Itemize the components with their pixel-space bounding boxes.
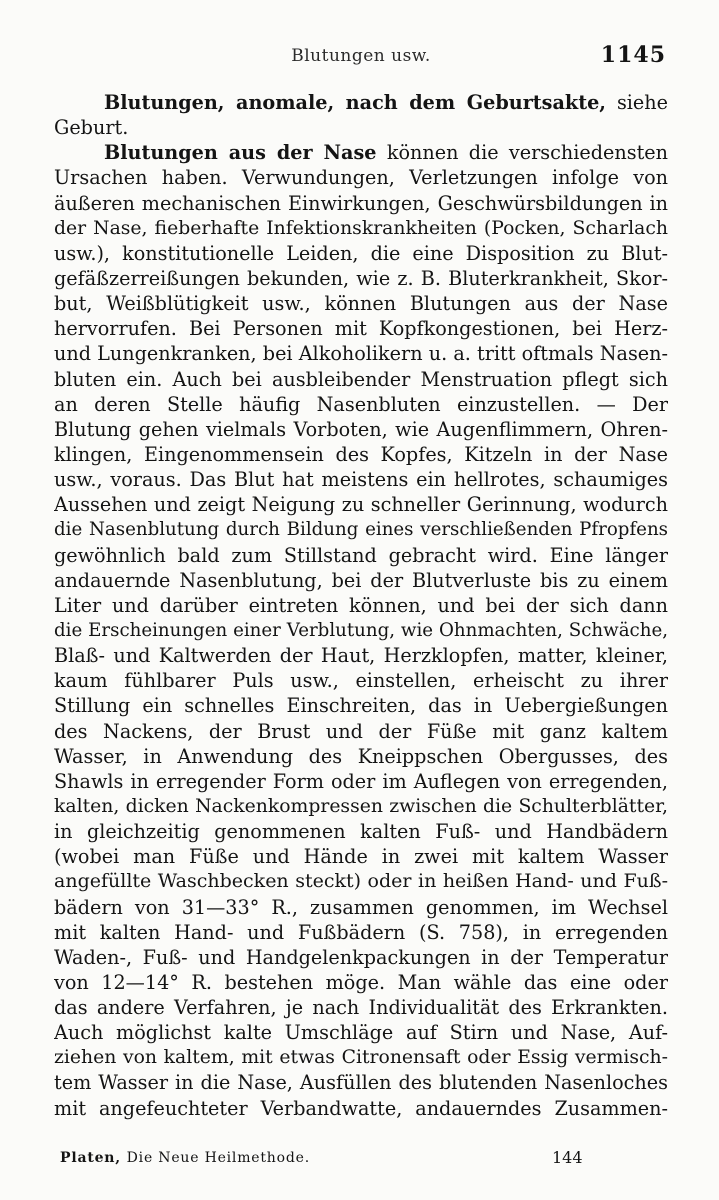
entry-keyword: Blutungen, anomale, nach dem Geburtsakte, <box>104 91 606 114</box>
text-line <box>54 216 668 241</box>
line-text: mit kalten Hand- und Fußbädern (S. 758), in erregenden <box>54 920 668 944</box>
line-text: ziehen von kaltem, mit etwas Citronensaft oder Essig vermisch- <box>54 1047 668 1069</box>
text-line <box>54 467 668 492</box>
line-text: Aussehen und zeigt Neigung zu schneller Gerinnung, wodurch <box>54 493 668 517</box>
printer-signature <box>60 1150 310 1166</box>
line-text: das andere Verfahren, je nach Individualität des Erkrankten. <box>54 996 668 1020</box>
text-line <box>54 970 668 995</box>
text-line <box>54 819 668 844</box>
line-text: gefäßzerreißungen bekunden, wie z. B. Bluterkrankheit, Skor- <box>54 266 668 290</box>
line-text: kalten, dicken Nackenkompressen zwischen die Schulterblätter, <box>54 795 668 817</box>
text-line <box>54 769 668 794</box>
text-line <box>54 693 668 718</box>
line-text: in gleichzeitig genommenen kalten Fuß- und Handbädern <box>54 820 668 844</box>
line-text: der Nase, fieberhafte Infektionskrankheiten (Pocken, Scharlach <box>54 217 668 239</box>
text-line <box>54 492 668 517</box>
line-text: siehe <box>605 91 668 114</box>
line-text: Wasser, in Anwendung des Kneippschen Obergusses, des <box>54 744 668 768</box>
line-text: mit angefeuchteter Verbandwatte, andauerndes Zusammen- <box>54 1096 668 1120</box>
footer-book-title: Die Neue Heilmethode. <box>126 1150 310 1166</box>
text-line <box>54 543 668 568</box>
page-number: 1145 <box>600 42 666 68</box>
line-text: Liter und darüber eintreten können, und bei der sich dann <box>54 593 668 617</box>
text-line <box>54 341 668 366</box>
text-line <box>54 869 668 894</box>
line-text: usw., voraus. Das Blut hat meistens ein hellrotes, schaumiges <box>54 468 668 492</box>
text-line <box>54 1096 668 1121</box>
footer <box>60 1148 620 1172</box>
text-line <box>54 794 668 819</box>
line-text: tem Wasser in die Nase, Ausfüllen des blutenden Nasenloches <box>54 1071 668 1095</box>
line-text: gewöhnlich bald zum Stillstand gebracht wird. Eine länger <box>54 543 668 567</box>
text-line <box>54 266 668 291</box>
line-text: kaum fühlbarer Puls usw., einstellen, erheischt zu ihrer <box>54 669 668 693</box>
line-text: hervorrufen. Bei Personen mit Kopfkongestionen, bei Herz- <box>54 317 668 341</box>
line-text: Blutung gehen vielmals Vorboten, wie Augenflimmern, Ohren- <box>54 417 668 441</box>
text-line <box>54 995 668 1020</box>
line-text: bädern von 31—33° R., zusammen genommen, im Wechsel <box>54 895 668 919</box>
text-line <box>54 719 668 744</box>
body-text <box>54 90 668 1121</box>
line-text: (wobei man Füße und Hände in zwei mit kaltem Wasser <box>54 845 668 869</box>
text-line <box>54 618 668 643</box>
footer-author: Platen, <box>60 1150 121 1166</box>
line-text: Shawls in erregender Form oder im Auflegen von erregenden, <box>54 769 668 793</box>
text-line <box>54 643 668 668</box>
text-line <box>54 392 668 417</box>
line-text: Ursachen haben. Verwundungen, Verletzungen infolge von <box>54 166 668 190</box>
line-text: andauernde Nasenblutung, bei der Blutverluste bis zu einem <box>54 568 668 592</box>
line-text: Geburt. <box>54 116 129 140</box>
text-line <box>54 291 668 316</box>
text-line <box>54 945 668 970</box>
text-line <box>54 417 668 442</box>
line-text: die Erscheinungen einer Verblutung, wie Ohnmachten, Schwäche, <box>54 619 668 641</box>
line-text: Blaß- und Kaltwerden der Haut, Herzklopfen, matter, kleiner, <box>54 644 668 668</box>
line-text: angefüllte Waschbecken steckt) oder in heißen Hand- und Fuß- <box>54 870 668 893</box>
entry-heading-line <box>54 140 668 165</box>
line-text: klingen, Eingenommensein des Kopfes, Kitzeln in der Nase <box>54 442 668 466</box>
running-title: Blutungen usw. <box>291 46 431 66</box>
line-text: und Lungenkranken, bei Alkoholikern u. a. tritt oftmals Nasen- <box>54 342 668 366</box>
line-text: die Nasenblutung durch Bildung eines verschließenden Pfropfens <box>54 519 668 541</box>
line-text: äußeren mechanischen Einwirkungen, Geschwürsbildungen in <box>54 191 668 215</box>
text-line <box>54 1070 668 1095</box>
line-text: Stillung ein schnelles Einschreiten, das in Uebergießungen <box>54 694 668 718</box>
text-line <box>54 115 668 140</box>
text-line <box>54 442 668 467</box>
line-text: an deren Stelle häufig Nasenbluten einzustellen. — Der <box>54 392 668 416</box>
text-line <box>54 920 668 945</box>
line-text: können die verschiedensten <box>376 141 668 165</box>
text-line <box>54 241 668 266</box>
text-line <box>54 191 668 216</box>
text-line <box>54 895 668 920</box>
text-line <box>54 1020 668 1045</box>
text-line <box>54 517 668 542</box>
text-line <box>54 668 668 693</box>
text-line <box>54 844 668 869</box>
line-text: des Nackens, der Brust und der Füße mit ganz kaltem <box>54 719 668 743</box>
text-line <box>54 1045 668 1070</box>
text-line <box>54 593 668 618</box>
text-line <box>54 165 668 190</box>
entry-heading-line <box>54 90 668 115</box>
line-text: but, Weißblütigkeit usw., können Blutungen aus der Nase <box>54 292 668 316</box>
text-line <box>54 316 668 341</box>
text-line <box>54 744 668 769</box>
running-head <box>56 40 666 76</box>
entry-keyword: Blutungen aus der Nase <box>104 141 377 165</box>
text-line <box>54 568 668 593</box>
line-text: Waden-, Fuß- und Handgelenkpackungen in der Temperatur <box>54 945 668 969</box>
text-line <box>54 367 668 392</box>
line-text: von 12—14° R. bestehen möge. Man wähle das eine oder <box>54 970 668 994</box>
line-text: Auch möglichst kalte Umschläge auf Stirn und Nase, Auf- <box>54 1021 668 1045</box>
signature-number: 144 <box>552 1148 583 1167</box>
line-text: bluten ein. Auch bei ausbleibender Menstruation pflegt sich <box>54 367 668 391</box>
line-text: usw.), konstitutionelle Leiden, die eine Disposition zu Blut- <box>54 241 668 265</box>
